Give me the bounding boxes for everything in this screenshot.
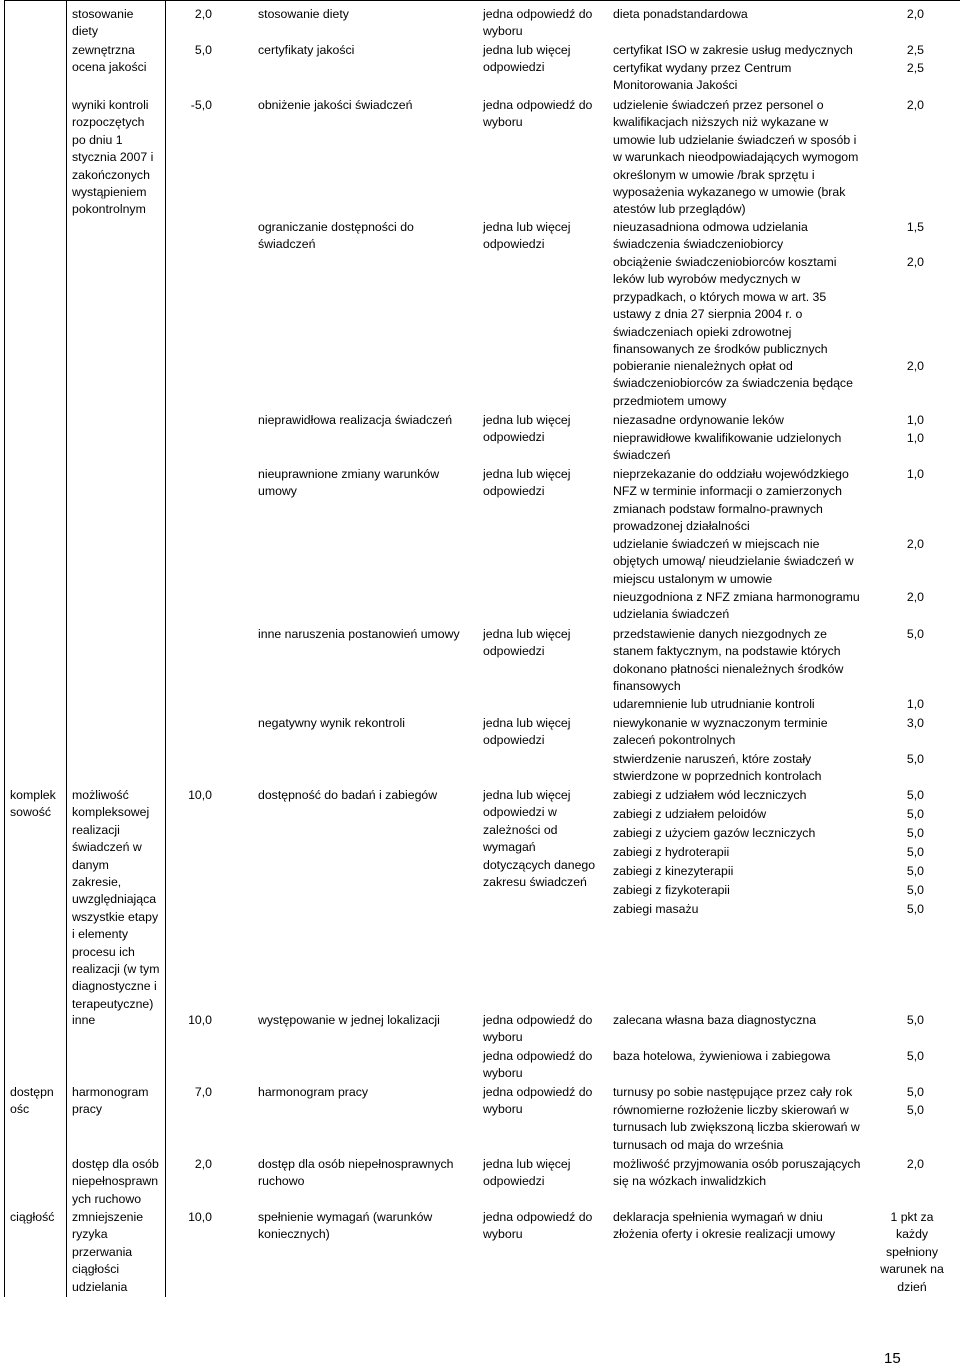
item-points: 5,0 bbox=[906, 1103, 924, 1117]
item-text: zalecana własna baza diagnostyczna bbox=[613, 1013, 817, 1027]
criterion-cell: harmonogram pracy bbox=[72, 1085, 149, 1117]
item-points: 1 pkt za każdy spełniony warunek na dzień bbox=[880, 1210, 944, 1294]
grid-line bbox=[66, 0, 67, 1297]
grid-line bbox=[4, 0, 66, 1]
item-text: możliwość przyjmowania osób poruszających się na wózkach inwalidzkich bbox=[613, 1157, 861, 1189]
category-cell: dostępn ośc bbox=[10, 1085, 54, 1117]
weight-cell: 10,0 bbox=[188, 788, 212, 802]
grid-line bbox=[165, 0, 166, 1297]
item-points: 2,0 bbox=[906, 590, 924, 604]
criterion-cell: możliwość kompleksowej realizacji świadczeń w danym zakresie, uwzględniająca wszystkie etapy i elementy procesu ich realizacji (w tym diagnostyczne i terapeutyczne) bbox=[72, 788, 160, 1011]
item-points: 1,0 bbox=[906, 467, 924, 481]
subcriterion-cell: występowanie w jednej lokalizacji bbox=[258, 1013, 440, 1027]
item-points: 3,0 bbox=[906, 716, 924, 730]
item-text: udaremnienie lub utrudnianie kontroli bbox=[613, 697, 815, 711]
weight-cell: -5,0 bbox=[190, 98, 212, 112]
item-text: nieuzasadniona odmowa udzielania świadczenia świadczeniobiorcy bbox=[613, 220, 808, 252]
item-points: 1,0 bbox=[906, 431, 924, 445]
criterion-cell: zmniejszenie ryzyka przerwania ciągłości udzielania bbox=[72, 1210, 144, 1294]
item-points: 2,5 bbox=[906, 43, 924, 57]
item-points: 2,0 bbox=[906, 7, 924, 21]
item-text: przedstawienie danych niezgodnych ze stanem faktycznym, na podstawie których dokonano płatności nienależnych środków finansowych bbox=[613, 627, 844, 694]
item-points: 2,0 bbox=[906, 1157, 924, 1171]
item-text: certyfikat ISO w zakresie usług medycznych bbox=[613, 43, 853, 57]
page-number: 15 bbox=[884, 1350, 901, 1367]
scoring-rule-cell: jedna odpowiedź do wyboru bbox=[483, 1049, 593, 1081]
item-text: niewykonanie w wyznaczonym terminie zaleceń pokontrolnych bbox=[613, 716, 828, 748]
item-points: 2,0 bbox=[906, 98, 924, 112]
item-text: udzielanie świadczeń w miejscach nie objętych umową/ nieudzielanie świadczeń w miejscu ustalonym w umowie bbox=[613, 537, 854, 586]
criterion-cell: inne bbox=[72, 1013, 96, 1027]
item-text: niezasadne ordynowanie leków bbox=[613, 413, 784, 427]
item-points: 1,5 bbox=[906, 220, 924, 234]
item-text: zabiegi z hydroterapii bbox=[613, 845, 730, 859]
item-points: 2,0 bbox=[906, 255, 924, 269]
subcriterion-cell: inne naruszenia postanowień umowy bbox=[258, 627, 460, 641]
scoring-rule-cell: jedna odpowiedź do wyboru bbox=[483, 1013, 593, 1045]
item-points: 2,0 bbox=[906, 537, 924, 551]
criterion-cell: dostęp dla osób niepełnosprawn ych ruchowo bbox=[72, 1157, 159, 1206]
scoring-rule-cell: jedna lub więcej odpowiedzi bbox=[483, 43, 571, 75]
item-text: zabiegi z udziałem peloidów bbox=[613, 807, 767, 821]
item-points: 5,0 bbox=[906, 752, 924, 766]
item-text: turnusy po sobie następujące przez cały rok bbox=[613, 1085, 853, 1099]
item-text: pobieranie nienależnych opłat od świadczeniobiorców za świadczenia będące przedmiotem umowy bbox=[613, 359, 853, 408]
weight-cell: 5,0 bbox=[194, 43, 212, 57]
weight-cell: 7,0 bbox=[194, 1085, 212, 1099]
weight-cell: 10,0 bbox=[188, 1013, 212, 1027]
scoring-rule-cell: jedna lub więcej odpowiedzi bbox=[483, 220, 571, 252]
item-points: 5,0 bbox=[906, 807, 924, 821]
item-points: 1,0 bbox=[906, 413, 924, 427]
criterion-cell: zewnętrzna ocena jakości bbox=[72, 43, 147, 75]
scoring-rule-cell: jedna odpowiedź do wyboru bbox=[483, 7, 593, 39]
scoring-rule-cell: jedna lub więcej odpowiedzi w zależności od wymagań dotyczących danego zakresu świadczeń bbox=[483, 788, 596, 890]
category-cell: komplek sowość bbox=[10, 788, 56, 820]
item-points: 5,0 bbox=[906, 845, 924, 859]
subcriterion-cell: ograniczanie dostępności do świadczeń bbox=[258, 220, 414, 252]
scoring-rule-cell: jedna odpowiedź do wyboru bbox=[483, 98, 593, 130]
scoring-rule-cell: jedna lub więcej odpowiedzi bbox=[483, 467, 571, 499]
item-points: 5,0 bbox=[906, 883, 924, 897]
item-text: zabiegi z udziałem wód leczniczych bbox=[613, 788, 807, 802]
item-text: udzielenie świadczeń przez personel o kwalifikacjach niższych niż wykazane w umowie lub udzielanie świadczeń w sposób i w warunkach nieodpowiadających wymogom określonym w umowie /brak sprzętu i wyposażenia wykazanego w umowie (brak atestów lub przeglądów) bbox=[613, 98, 859, 217]
scoring-rule-cell: jedna odpowiedź do wyboru bbox=[483, 1210, 593, 1242]
item-points: 5,0 bbox=[906, 627, 924, 641]
scoring-rule-cell: jedna lub więcej odpowiedzi bbox=[483, 1157, 571, 1189]
item-text: deklaracja spełnienia wymagań w dniu złożenia oferty i okresie realizacji umowy bbox=[613, 1210, 836, 1242]
item-text: certyfikat wydany przez Centrum Monitorowania Jakości bbox=[613, 61, 792, 93]
item-points: 1,0 bbox=[906, 697, 924, 711]
subcriterion-cell: dostęp dla osób niepełnosprawnych ruchowo bbox=[258, 1157, 454, 1189]
subcriterion-cell: nieuprawnione zmiany warunków umowy bbox=[258, 467, 440, 499]
item-text: obciążenie świadczeniobiorców kosztami leków lub wyrobów medycznych w przypadkach, o których mowa w art. 35 ustawy z dnia 27 sierpnia 2004 r. o świadczeniach opieki zdrowotnej finansowanych ze środków publicznych bbox=[613, 255, 837, 357]
item-text: stwierdzenie naruszeń, które zostały stwierdzone w poprzednich kontrolach bbox=[613, 752, 822, 784]
subcriterion-cell: dostępność do badań i zabiegów bbox=[258, 788, 438, 802]
item-points: 5,0 bbox=[906, 1013, 924, 1027]
item-points: 5,0 bbox=[906, 1049, 924, 1063]
grid-line bbox=[4, 0, 5, 1297]
subcriterion-cell: harmonogram pracy bbox=[258, 1085, 369, 1099]
grid-line bbox=[165, 0, 960, 1]
item-text: zabiegi z kinezyterapii bbox=[613, 864, 734, 878]
subcriterion-cell: stosowanie diety bbox=[258, 7, 349, 21]
item-text: zabiegi masażu bbox=[613, 902, 699, 916]
item-points: 5,0 bbox=[906, 864, 924, 878]
criterion-cell: stosowanie diety bbox=[72, 7, 134, 39]
item-points: 5,0 bbox=[906, 902, 924, 916]
item-text: nieuzgodniona z NFZ zmiana harmonogramu udzielania świadczeń bbox=[613, 590, 860, 622]
item-text: dieta ponadstandardowa bbox=[613, 7, 748, 21]
item-points: 2,0 bbox=[906, 359, 924, 373]
scoring-rule-cell: jedna lub więcej odpowiedzi bbox=[483, 413, 571, 445]
weight-cell: 2,0 bbox=[194, 1157, 212, 1171]
item-text: równomierne rozłożenie liczby skierowań w turnusach lub zwiększoną liczba skierowań w turnusach od maja do września bbox=[613, 1103, 860, 1152]
item-points: 5,0 bbox=[906, 788, 924, 802]
subcriterion-cell: nieprawidłowa realizacja świadczeń bbox=[258, 413, 453, 427]
item-text: nieprawidłowe kwalifikowanie udzielonych świadczeń bbox=[613, 431, 842, 463]
subcriterion-cell: negatywny wynik rekontroli bbox=[258, 716, 405, 730]
subcriterion-cell: certyfikaty jakości bbox=[258, 43, 355, 57]
subcriterion-cell: obniżenie jakości świadczeń bbox=[258, 98, 413, 112]
weight-cell: 2,0 bbox=[194, 7, 212, 21]
scoring-rule-cell: jedna odpowiedź do wyboru bbox=[483, 1085, 593, 1117]
item-text: nieprzekazanie do oddziału wojewódzkiego NFZ w terminie informacji o zamierzonych zmianach podstaw formalno-prawnych prowadzonej działalności bbox=[613, 467, 849, 534]
weight-cell: 10,0 bbox=[188, 1210, 212, 1224]
grid-line bbox=[66, 0, 165, 1]
scoring-rule-cell: jedna lub więcej odpowiedzi bbox=[483, 716, 571, 748]
item-text: zabiegi z użyciem gazów leczniczych bbox=[613, 826, 816, 840]
item-points: 5,0 bbox=[906, 826, 924, 840]
category-cell: ciągłość bbox=[10, 1210, 55, 1224]
criterion-cell: wyniki kontroli rozpoczętych po dniu 1 stycznia 2007 i zakończonych wystąpieniem pokontrolnym bbox=[72, 98, 154, 217]
item-text: baza hotelowa, żywieniowa i zabiegowa bbox=[613, 1049, 831, 1063]
scoring-rule-cell: jedna lub więcej odpowiedzi bbox=[483, 627, 571, 659]
item-text: zabiegi z fizykoterapii bbox=[613, 883, 730, 897]
item-points: 2,5 bbox=[906, 61, 924, 75]
subcriterion-cell: spełnienie wymagań (warunków koniecznych) bbox=[258, 1210, 433, 1242]
item-points: 5,0 bbox=[906, 1085, 924, 1099]
